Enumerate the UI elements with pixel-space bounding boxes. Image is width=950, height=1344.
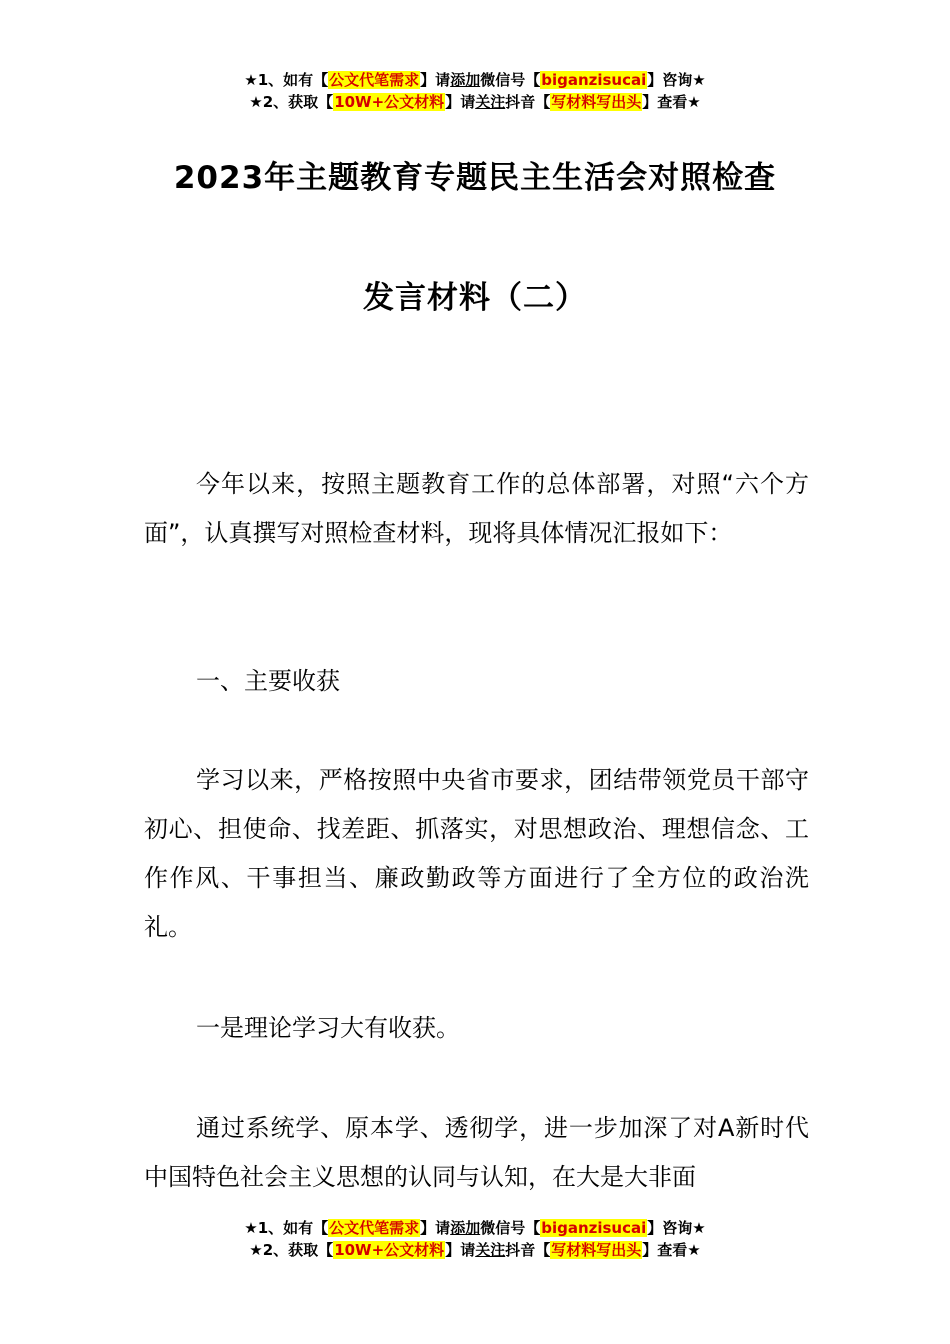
highlight-wechat-id: biganzisucai — [541, 1219, 647, 1237]
highlight-materials: 10W+公文材料 — [334, 93, 445, 111]
subheading-theory-study: 一是理论学习大有收获。 — [196, 1014, 460, 1042]
star-icon: ★ — [244, 71, 258, 89]
document-title-line-1: 2023年主题教育专题民主生活会对照检查 — [173, 160, 777, 196]
promo-line-2: ★2、获取【10W+公文材料】请关注抖音【写材料写出头】查看★ — [249, 1241, 701, 1259]
highlight-materials: 10W+公文材料 — [334, 1241, 445, 1259]
star-icon: ★ — [244, 1219, 258, 1237]
highlight-douyin-account: 写材料写出头 — [551, 1241, 642, 1259]
header-promo-banner — [0, 69, 950, 113]
body-paragraph-theory: 通过系统学、原本学、透彻学，进一步加深了对A新时代中国特色社会主义思想的认同与认知，在大是大非面 — [144, 1114, 809, 1191]
section-heading-main-gains: 一、主要收获 — [196, 667, 340, 695]
star-icon: ★ — [249, 1241, 263, 1259]
highlight-writing-service: 公文代笔需求 — [329, 71, 420, 89]
star-icon: ★ — [249, 93, 263, 111]
highlight-douyin-account: 写材料写出头 — [551, 93, 642, 111]
promo-line-1: ★1、如有【公文代笔需求】请添加微信号【biganzisucai】咨询★ — [244, 1219, 706, 1237]
highlight-writing-service: 公文代笔需求 — [329, 1219, 420, 1237]
footer-promo-banner — [0, 1217, 950, 1261]
promo-line-1: ★1、如有【公文代笔需求】请添加微信号【biganzisucai】咨询★ — [244, 71, 706, 89]
body-paragraph-study: 学习以来，严格按照中央省市要求，团结带领党员干部守初心、担使命、找差距、抓落实，对思想政治、理想信念、工作作风、干事担当、廉政勤政等方面进行了全方位的政治洗礼。 — [144, 766, 809, 941]
body-paragraph-intro: 今年以来，按照主题教育工作的总体部署，对照“六个方面”，认真撰写对照检查材料，现将具体情况汇报如下： — [144, 470, 809, 547]
highlight-wechat-id: biganzisucai — [541, 71, 647, 89]
document-title-line-2: 发言材料（二） — [363, 280, 587, 316]
promo-line-2: ★2、获取【10W+公文材料】请关注抖音【写材料写出头】查看★ — [249, 93, 701, 111]
